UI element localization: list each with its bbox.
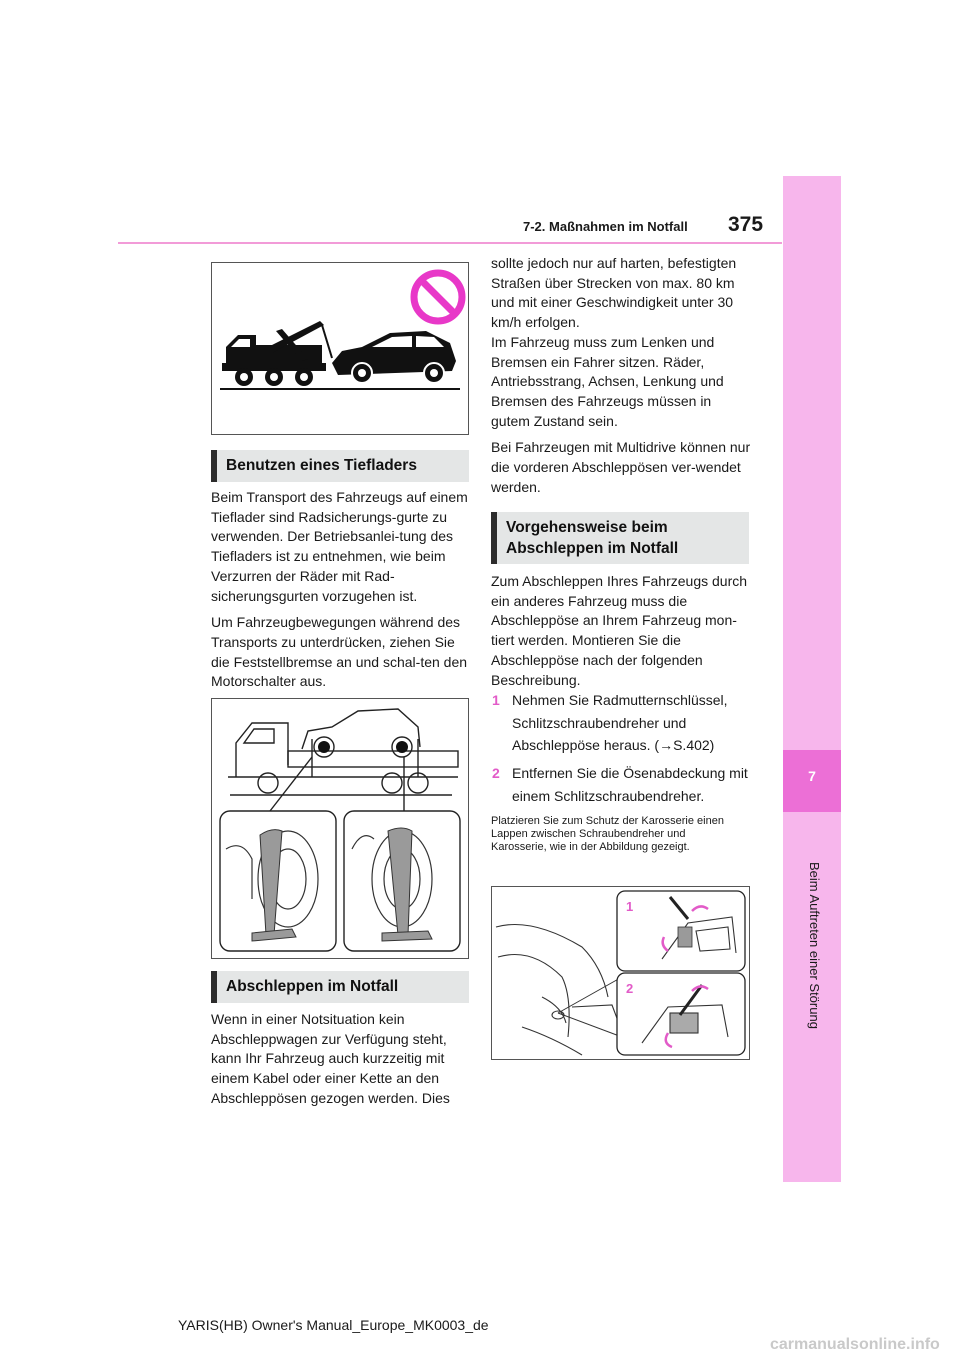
chapter-tab [783, 176, 841, 1182]
step-2 [491, 762, 753, 807]
section-title-flatbed [211, 450, 469, 482]
chapter-number: 7 [808, 768, 816, 784]
right-column-top [491, 254, 753, 504]
tow-truck-illustration [212, 263, 468, 434]
continuation-paragraph [491, 254, 753, 431]
header-rule [118, 242, 782, 244]
section-heading: 7-2. Maßnahmen im Notfall [523, 219, 688, 234]
towing-procedure-paragraph: Zum Abschleppen Ihres Fahrzeugs durch ein anderes Fahrzeug muss die Abschleppöse an Ihrem Fahrzeug mon-tiert werden. Montieren Sie die Abschleppöse nach der folgenden Beschreibung. [491, 573, 748, 688]
emergency-towing-paragraph-1: Wenn in einer Notsituation kein Abschleppwagen zur Verfügung steht, kann Ihr Fahrzeug auch kurzzeitig mit einem Kabel oder einer Kette an den Abschleppösen gezogen werden. Dies [211, 1011, 450, 1106]
hook-cover-removal-figure [491, 886, 750, 1060]
flatbed-body [211, 488, 469, 699]
step-1 [491, 689, 753, 757]
flatbed-paragraph-2: Um Fahrzeugbewegungen während des Transports zu unterdrücken, ziehen Sie die Feststellbremse an und schal-ten den Motorschalter aus. [211, 614, 468, 690]
flatbed-strap-illustration [212, 699, 468, 958]
flatbed-paragraph-1: Beim Transport des Fahrzeugs auf einem Tieflader sind Radsicherungs-gurte zu verwenden. Der Betriebsanlei-tung des Tiefladers ist zu entnehmen, wie beim Verzurren der Räder mit Rad-sicherungsgurten vorzugehen ist. [211, 489, 468, 604]
step-1-number: 1 [492, 692, 500, 708]
emergency-towing-body [211, 1010, 469, 1116]
step-1-text: Nehmen Sie Radmutternschlüssel, Schlitzschraubendreher und Abschleppöse heraus. (→S.402) [512, 692, 728, 753]
figure-label-1: 1 [626, 899, 634, 914]
footer-manual-id: YARIS(HB) Owner's Manual_Europe_MK0003_de [178, 1317, 489, 1333]
section-title-emergency-towing [211, 971, 469, 1003]
step-2-text: Entfernen Sie die Ösenabdeckung mit einem Schlitzschraubendreher. [512, 765, 748, 804]
driver-requirement-text: Im Fahrzeug muss zum Lenken und Bremsen ein Fahrer sitzen. Räder, Antriebsstrang, Achsen, Lenkung und Bremsen des Fahrzeugs müssen in gutem Zustand sein. [491, 333, 724, 429]
prohibition-icon [414, 273, 462, 321]
tow-truck-prohibited-figure [211, 262, 469, 435]
watermark: carmanualsonline.info [770, 1336, 940, 1353]
figure-label-2: 2 [626, 981, 634, 996]
protection-note: Platzieren Sie zum Schutz der Karosserie einen Lappen zwischen Schraubendreher und Karosserie, wie in der Abbildung gezeigt. [491, 815, 724, 853]
section-title-emergency-towing-text: Abschleppen im Notfall [226, 978, 399, 995]
section-title-towing-procedure-text: Vorgehensweise beim Abschleppen im Notfall [506, 519, 679, 557]
section-title-flatbed-text: Benutzen eines Tiefladers [226, 457, 417, 474]
towing-procedure-body [491, 572, 753, 697]
page-number: 375 [728, 213, 764, 236]
hook-cover-illustration [492, 887, 749, 1059]
flatbed-strap-figure [211, 698, 469, 959]
continuation-paragraph-text: sollte jedoch nur auf harten, befestigten Straßen über Strecken von max. 80 km und mit einer Geschwindigkeit unter 30 km/h erfolgen. [491, 255, 737, 331]
section-title-towing-procedure [491, 512, 749, 564]
chapter-title: Beim Auftreten einer Störung [807, 862, 822, 1029]
multidrive-paragraph: Bei Fahrzeugen mit Multidrive können nur die vorderen Abschleppösen ver-wendet werden. [491, 439, 751, 495]
step-2-number: 2 [492, 765, 500, 781]
